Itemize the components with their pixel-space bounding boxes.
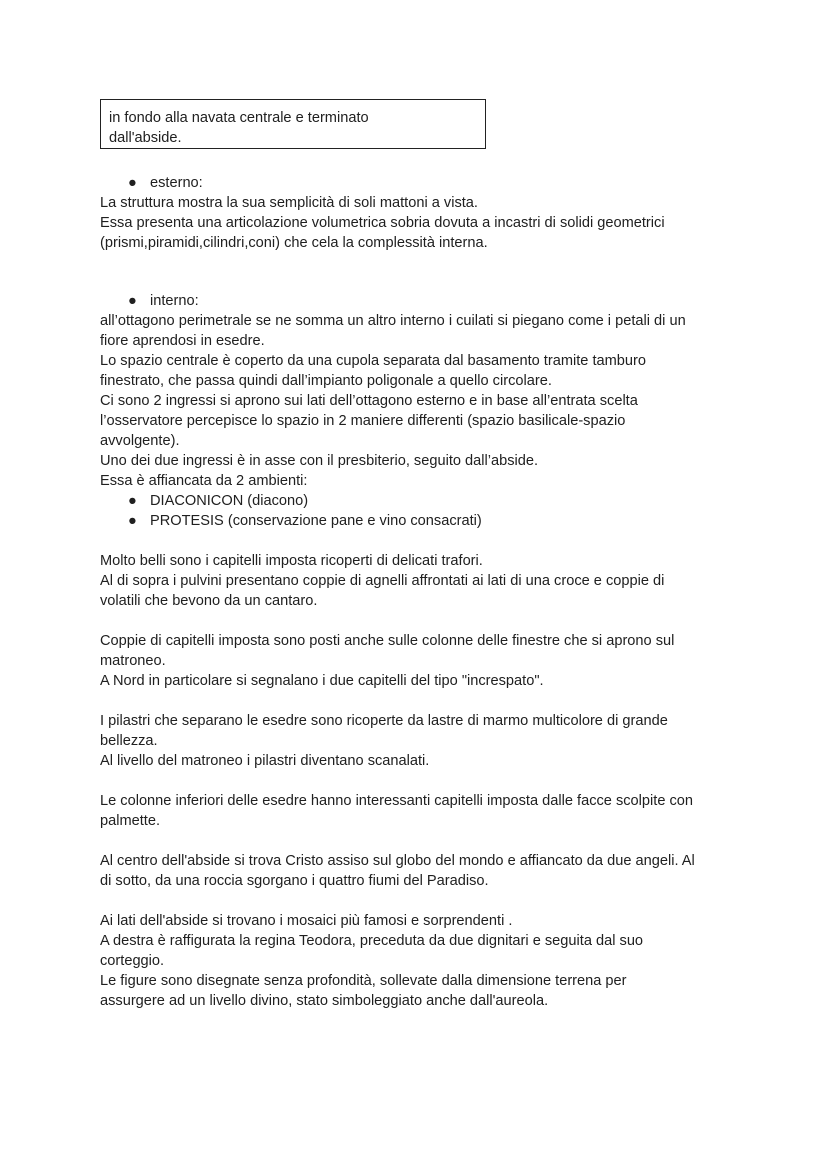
sub-bullet-text: PROTESIS (conservazione pane e vino consacrati)	[150, 513, 482, 529]
text-line: all’ottagono perimetrale se ne somma un altro interno i cuilati si piegano come i petali di un	[100, 313, 686, 329]
sub-bullet-item	[100, 491, 740, 511]
bullet-icon: ●	[128, 293, 137, 309]
text-line: finestrato, che passa quindi dall’impianto poligonale a quello circolare.	[100, 373, 552, 389]
text-line: Coppie di capitelli imposta sono posti anche sulle colonne delle finestre che si aprono sul	[100, 633, 675, 649]
text-line: Ai lati dell'abside si trovano i mosaici più famosi e sorprendenti .	[100, 913, 513, 929]
text-line: A Nord in particolare si segnalano i due capitelli del tipo "increspato".	[100, 673, 544, 689]
text-line: di sotto, da una roccia sgorgano i quattro fiumi del Paradiso.	[100, 873, 489, 889]
text-line: bellezza.	[100, 733, 158, 749]
text-line: Le figure sono disegnate senza profondità, sollevate dalla dimensione terrena per	[100, 973, 627, 989]
bullet-heading: esterno:	[150, 175, 203, 191]
bullet-icon: ●	[128, 493, 137, 509]
text-line: A destra è raffigurata la regina Teodora, preceduta da due dignitari e seguita dal suo	[100, 933, 644, 949]
bullet-interno	[100, 291, 740, 311]
text-line: Uno dei due ingressi è in asse con il presbiterio, seguito dall’abside.	[100, 453, 539, 469]
box-line: in fondo alla navata centrale e terminato	[109, 110, 369, 126]
text-line: corteggio.	[100, 953, 165, 969]
text-line: palmette.	[100, 813, 161, 829]
text-line: assurgere ad un livello divino, stato simboleggiato anche dall'aureola.	[100, 993, 549, 1009]
box-line: dall'abside.	[109, 130, 182, 146]
boxed-text-fragment	[100, 99, 486, 149]
bullet-esterno	[100, 173, 740, 193]
text-line: Al centro dell'abside si trova Cristo assiso sul globo del mondo e affiancato da due angeli. Al	[100, 853, 695, 869]
text-line: I pilastri che separano le esedre sono ricoperte da lastre di marmo multicolore di grande	[100, 713, 668, 729]
bullet-icon: ●	[128, 175, 137, 191]
text-line: (prismi,piramidi,cilindri,coni) che cela la complessità interna.	[100, 235, 488, 251]
text-line: Al di sopra i pulvini presentano coppie di agnelli affrontati ai lati di una croce e coppie di	[100, 573, 665, 589]
text-line: avvolgente).	[100, 433, 180, 449]
text-line: volatili che bevono da un cantaro.	[100, 593, 318, 609]
text-line: Lo spazio centrale è coperto da una cupola separata dal basamento tramite tamburo	[100, 353, 646, 369]
text-line: l’osservatore percepisce lo spazio in 2 maniere differenti (spazio basilicale-spazio	[100, 413, 626, 429]
bullet-icon: ●	[128, 513, 137, 529]
text-line: La struttura mostra la sua semplicità di soli mattoni a vista.	[100, 195, 478, 211]
text-line: fiore aprendosi in esedre.	[100, 333, 265, 349]
text-line: Le colonne inferiori delle esedre hanno interessanti capitelli imposta dalle facce scolpite con	[100, 793, 694, 809]
sub-bullet-text: DIACONICON (diacono)	[150, 493, 309, 509]
text-line: Al livello del matroneo i pilastri diventano scanalati.	[100, 753, 430, 769]
text-line: Essa è affiancata da 2 ambienti:	[100, 473, 308, 489]
text-line: Molto belli sono i capitelli imposta ricoperti di delicati trafori.	[100, 553, 483, 569]
text-line: matroneo.	[100, 653, 166, 669]
text-line: Essa presenta una articolazione volumetrica sobria dovuta a incastri di solidi geometrici	[100, 215, 665, 231]
document-body	[100, 173, 740, 1011]
text-line: Ci sono 2 ingressi si aprono sui lati dell’ottagono esterno e in base all’entrata scelta	[100, 393, 638, 409]
sub-bullet-item	[100, 511, 740, 531]
bullet-heading: interno:	[150, 293, 199, 309]
